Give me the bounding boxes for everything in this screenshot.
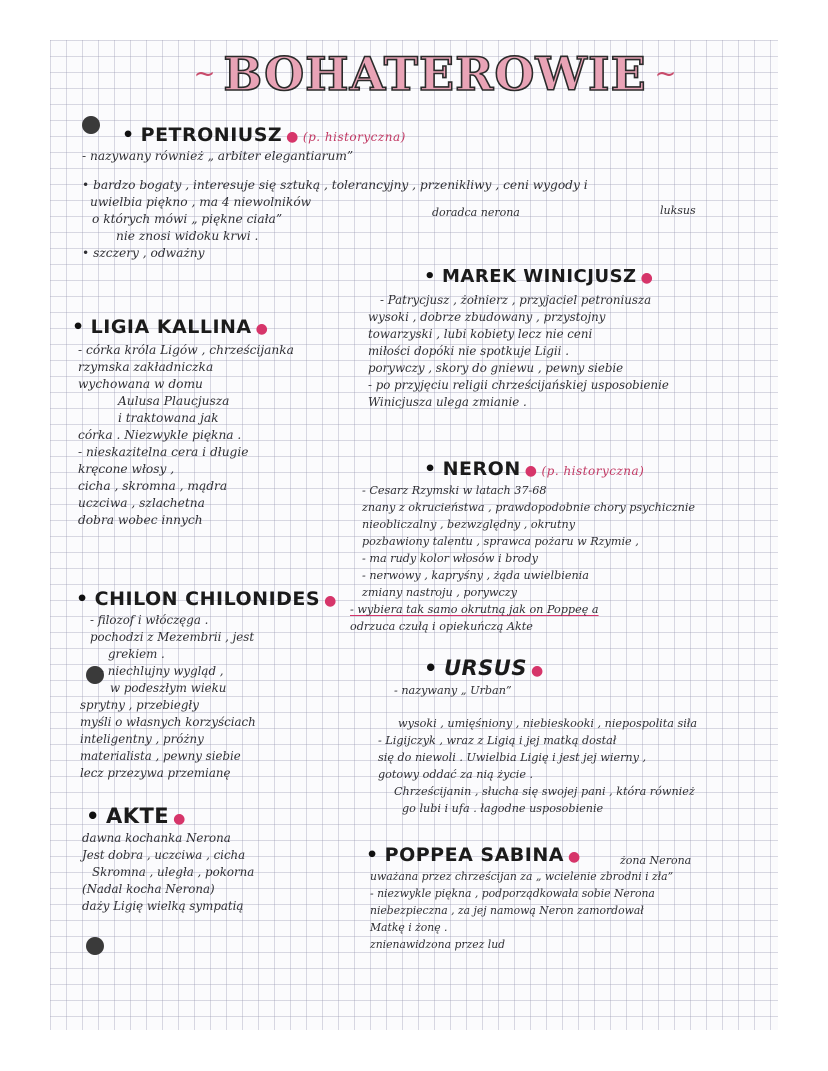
text-line: córka . Niezwykle piękna . — [78, 428, 242, 442]
text-line: i traktowana jak — [118, 411, 219, 425]
text-line: miłości dopóki nie spotkuje Ligii . — [368, 344, 569, 358]
page-title-banner — [170, 42, 700, 106]
section-chilon — [76, 588, 337, 610]
heading-text: PETRONIUSZ — [140, 124, 283, 146]
aside-poppea: żona Nerona — [620, 854, 692, 867]
section-poppea — [366, 844, 581, 866]
ligia-text — [78, 342, 294, 529]
text-line: dobra wobec innych — [78, 513, 203, 527]
text-line: myśli o własnych korzyściach — [80, 715, 256, 729]
text-line: Jest dobra , uczciwa , cicha — [82, 848, 246, 862]
text-line: cicha , skromna , mądra — [78, 479, 228, 493]
text-line: Winicjusza ulega zmianie . — [368, 395, 527, 409]
text-line: Skromna , uległa , pokorna — [92, 865, 255, 879]
text-line: - nieskazitelna cera i długie — [78, 445, 249, 459]
text-line: porywczy , skory do gniewu , pewny siebie — [368, 361, 624, 375]
pink-dot-icon: ● — [567, 849, 581, 865]
text-line: - wybiera tak samo okrutną jak on Poppeę a — [350, 603, 599, 616]
text-line: kręcone włosy , — [78, 462, 175, 476]
historical-note: (p. historyczna) — [302, 130, 406, 144]
poppea-text — [370, 868, 673, 953]
petroniusz-text — [82, 148, 588, 262]
text-line: - filozof i włóczęga . — [90, 613, 209, 627]
bullet-icon: • — [86, 804, 100, 828]
pink-dot-icon: ● — [255, 321, 269, 337]
text-line: - nazywany „ Urban” — [394, 684, 512, 697]
heading-text: AKTE — [105, 804, 170, 828]
heading-poppea — [366, 844, 581, 866]
bullet-icon: • — [122, 124, 135, 146]
text-line: grekiem . — [108, 647, 165, 661]
text-line: - Cesarz Rzymski w latach 37-68 — [362, 484, 547, 497]
text-line: • szczery , odważny — [82, 246, 205, 260]
text-line: dawna kochanka Nerona — [82, 831, 231, 845]
text-line: pozbawiony talentu , sprawca pożaru w Rzymie , — [362, 535, 639, 548]
text-line: w podeszłym wieku — [110, 681, 227, 695]
heading-text: MAREK WINICJUSZ — [442, 266, 637, 287]
pink-dot-icon: ● — [324, 593, 337, 609]
text-line: nie znosi widoku krwi . — [116, 229, 259, 243]
text-line: znany z okrucieństwa , prawdopodobnie chory psychicznie — [362, 501, 696, 514]
heading-petroniusz — [122, 124, 406, 146]
heading-text: LIGIA KALLINA — [90, 316, 252, 338]
text-line: uczciwa , szlachetna — [78, 496, 205, 510]
text-line: • bardzo bogaty , interesuje się sztuką , tolerancyjny , przenikliwy , ceni wygody i — [82, 178, 588, 192]
heading-neron — [424, 458, 644, 480]
text-line: Chrześcijanin , słucha się swojej pani , która również — [394, 785, 695, 798]
section-neron — [424, 458, 644, 480]
pink-dot-icon: ● — [173, 811, 186, 827]
text-line: pochodzi z Mezembrii , jest — [90, 630, 255, 644]
text-line: nieobliczalny , bezwzględny , okrutny — [362, 518, 576, 531]
pink-dot-icon: ● — [286, 129, 299, 145]
bullet-icon: • — [424, 458, 437, 480]
heading-ligia — [72, 316, 268, 338]
akte-text — [82, 830, 254, 915]
text-line: - nazywany również „ arbiter elegantiarum” — [82, 149, 354, 163]
chilon-text — [80, 612, 256, 782]
marek-text — [368, 292, 669, 411]
text-line: - Patrycjusz , żołnierz , przyjaciel petroniusza — [380, 293, 652, 307]
bullet-icon: • — [72, 316, 85, 338]
text-line: znienawidzona przez lud — [370, 938, 506, 951]
bullet-icon: • — [424, 266, 437, 287]
heading-text: POPPEA SABINA — [384, 844, 564, 866]
section-akte — [86, 804, 186, 828]
text-line: - niezwykle piękna , podporządkowała sobie Nerona — [370, 887, 655, 900]
neron-text — [350, 482, 695, 635]
text-line: rzymska zakładniczka — [78, 360, 214, 374]
punch-hole-top — [82, 116, 100, 134]
text-line: wychowana w domu — [78, 377, 203, 391]
bullet-icon: • — [76, 588, 89, 610]
heading-marek — [424, 266, 653, 287]
text-line: - Ligijczyk , wraz z Ligią i jej matką dostał — [378, 734, 617, 747]
text-line: uważana przez chrześcijan za „ wcielenie zbrodni i zła” — [370, 870, 674, 883]
pink-dot-icon: ● — [530, 663, 544, 679]
heading-text: CHILON CHILONIDES — [94, 588, 321, 610]
text-line: sprytny , przebiegły — [80, 698, 199, 712]
text-line: - niechlujny wygląd , — [100, 664, 224, 678]
text-line: niebezpieczna , za jej namową Neron zamordował — [370, 904, 644, 917]
text-line: wysoki , dobrze zbudowany , przystojny — [368, 310, 606, 324]
bullet-icon: • — [424, 656, 438, 680]
text-line: się do niewoli . Uwielbia Ligię i jest jej wierny , — [378, 751, 647, 764]
text-line: towarzyski , lubi kobiety lecz nie ceni — [368, 327, 593, 341]
section-ursus — [424, 656, 544, 680]
section-marek — [424, 266, 653, 287]
text-line: uwielbia piękno , ma 4 niewolników — [90, 195, 312, 209]
text-line: Matkę i żonę . — [370, 921, 448, 934]
heading-ursus — [424, 656, 544, 680]
text-line: Aulusa Plaucjusza — [118, 394, 230, 408]
punch-hole-bottom — [86, 937, 104, 955]
heading-text: NERON — [442, 458, 521, 480]
section-ligia — [72, 316, 268, 338]
aside-doradca: doradca nerona — [432, 206, 520, 219]
text-line: zmiany nastroju , porywczy — [362, 586, 517, 599]
text-line: daży Ligię wielką sympatią — [82, 899, 244, 913]
text-line: go lubi i ufa . łagodne usposobienie — [402, 802, 604, 815]
text-line: - córka króla Ligów , chrześcijanka — [78, 343, 294, 357]
text-line: - nerwowy , kapryśny , żąda uwielbienia — [362, 569, 589, 582]
heading-text: URSUS — [443, 656, 527, 680]
bullet-icon: • — [366, 844, 379, 866]
text-line: lecz przezywa przemianę — [80, 766, 231, 780]
text-line: wysoki , umięśniony , niebieskooki , niepospolita siła — [398, 717, 698, 730]
title-tilde-right: ~ — [654, 59, 677, 89]
text-line: odrzuca czułą i opiekuńczą Akte — [350, 620, 533, 633]
heading-akte — [86, 804, 186, 828]
page-title: BOHATEROWIE — [223, 47, 647, 101]
text-line: o których mówi „ piękne ciała” — [92, 212, 283, 226]
ursus-text — [378, 682, 697, 817]
heading-chilon — [76, 588, 337, 610]
historical-note: (p. historyczna) — [541, 464, 645, 478]
section-petroniusz — [122, 124, 406, 146]
text-line: inteligentny , próżny — [80, 732, 204, 746]
text-line: gotowy oddać za nią życie . — [378, 768, 534, 781]
text-line: - po przyjęciu religii chrześcijańskiej usposobienie — [368, 378, 669, 392]
pink-dot-icon: ● — [524, 463, 538, 479]
pink-dot-icon: ● — [640, 270, 654, 286]
aside-luksus: luksus — [660, 204, 696, 217]
text-line: (Nadal kocha Nerona) — [82, 882, 215, 896]
text-line: - ma rudy kolor włosów i brody — [362, 552, 538, 565]
text-line: materialista , pewny siebie — [80, 749, 241, 763]
title-tilde-left: ~ — [193, 59, 216, 89]
